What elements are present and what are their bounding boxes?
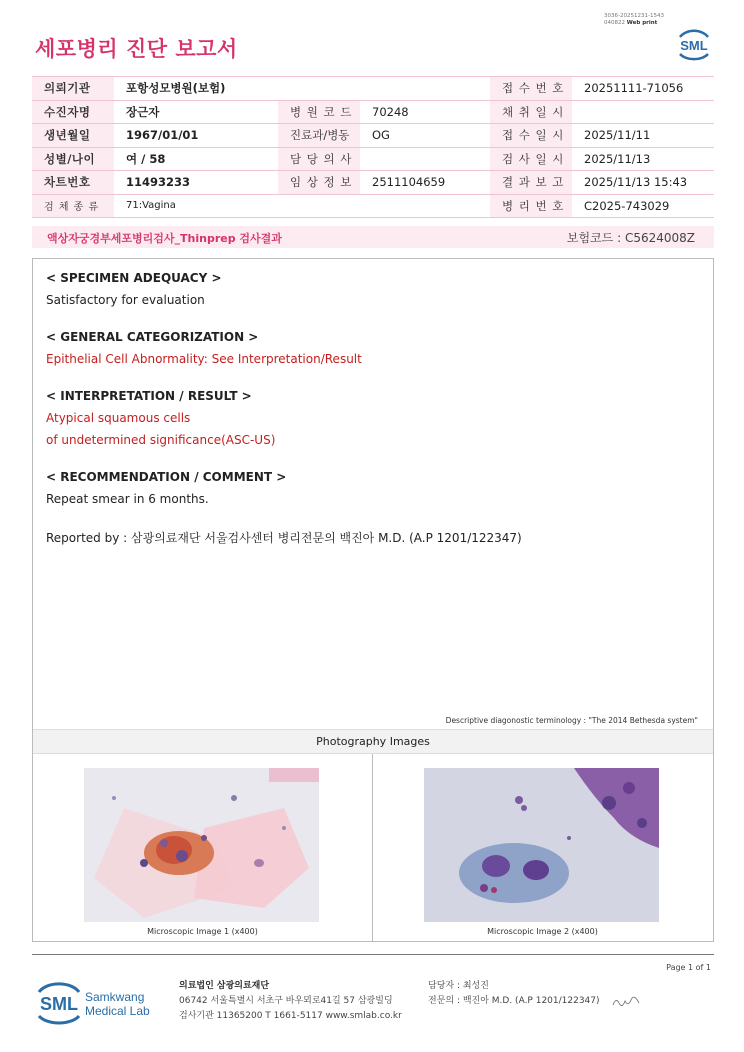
receipt-no-value: 20251111-71056 [572,77,714,101]
sml-logo [674,26,714,64]
dob-label: 생년월일 [32,124,114,148]
test-date-label: 검 사 일 시 [490,147,572,171]
specimen-label: 검 체 종 류 [32,194,114,218]
collection-date-value [572,100,714,124]
footer-org: 의료법인 삼광의료재단 06742 서울특별시 서초구 바우뫼로41길 57 삼광빌딩 검사기관 11365200 T 1661-5117 www.smlab.co.kr [179,981,402,1021]
sex-age-value: 여 / 58 [114,147,278,171]
reported-by: Reported by : 삼광의료재단 서울검사센터 병리전문의 백진아 M.D. (A.P 1201/122347) [46,531,522,545]
receipt-date-label: 접 수 일 시 [490,124,572,148]
svg-text:Samkwang: Samkwang [85,990,145,1004]
name-label: 수진자명 [32,100,114,124]
category-heading: < GENERAL CATEGORIZATION > [46,330,259,344]
pathology-no-value: C2025-743029 [572,194,714,218]
microscopic-image-2 [424,768,659,922]
category-text: Epithelial Cell Abnormality: See Interpretation/Result [46,352,362,366]
terminology-note: Descriptive diagonostic terminology : "The 2014 Bethesda system" [445,716,698,725]
svg-text:SML: SML [40,994,78,1014]
test-name: 액상자궁경부세포병리검사_Thinprep 검사결과 [47,232,282,245]
microscopic-image-1 [84,768,319,922]
interpretation-heading: < INTERPRETATION / RESULT > [46,389,252,403]
hospital-code-label: 병 원 코 드 [278,100,360,124]
doctor-label: 담 당 의 사 [278,147,360,171]
clinical-info-label: 임 상 정 보 [278,171,360,195]
receipt-date-value: 2025/11/11 [572,124,714,148]
footer-divider [32,954,714,955]
interpretation-line2: of undetermined significance(ASC-US) [46,433,276,447]
chart-no-label: 차트번호 [32,171,114,195]
footer-staff: 담당자 : 최성진 전문의 : 백진아 M.D. (A.P 1201/122347) [428,981,600,1006]
clinical-info-value: 2511104659 [360,171,490,195]
dob-value: 1967/01/01 [114,124,278,148]
page-number: Page 1 of 1 [666,963,711,972]
adequacy-heading: < SPECIMEN ADEQUACY > [46,271,222,285]
print-code: 3036-20251231-1543 040822 Web print [604,13,664,26]
hospital-code-value: 70248 [360,100,490,124]
chart-no-value: 11493233 [114,171,278,195]
recommendation-text: Repeat smear in 6 months. [46,492,209,506]
footer-logo [37,978,157,1026]
name-value: 장근자 [114,100,278,124]
insurance-code: 보험코드 : C5624008Z [566,231,695,245]
sex-age-label: 성별/나이 [32,147,114,171]
recommendation-heading: < RECOMMENDATION / COMMENT > [46,470,287,484]
receipt-no-label: 접 수 번 호 [490,77,572,101]
signature [612,994,640,1013]
dept-value: OG [360,124,490,148]
page-title: 세포병리 진단 보고서 [35,37,238,61]
photo-caption-1: Microscopic Image 1 (x400) [147,927,258,936]
patient-info-table [32,76,714,218]
dept-label: 진료과/병동 [278,124,360,148]
hospital-value: 포항성모병원(보험) [114,77,490,101]
doctor-value [360,147,490,171]
photo-heading: Photography Images [33,729,713,754]
svg-text:SML: SML [680,38,708,53]
interpretation-line1: Atypical squamous cells [46,411,191,425]
result-report-value: 2025/11/13 15:43 [572,171,714,195]
collection-date-label: 채 취 일 시 [490,100,572,124]
photo-divider [372,754,373,942]
hospital-label: 의뢰기관 [32,77,114,101]
specimen-value: 71:Vagina [114,194,490,218]
pathology-no-label: 병 리 번 호 [490,194,572,218]
test-date-value: 2025/11/13 [572,147,714,171]
result-report-label: 결 과 보 고 [490,171,572,195]
photo-caption-2: Microscopic Image 2 (x400) [487,927,598,936]
adequacy-text: Satisfactory for evaluation [46,293,205,307]
svg-text:Medical Lab: Medical Lab [85,1004,150,1018]
